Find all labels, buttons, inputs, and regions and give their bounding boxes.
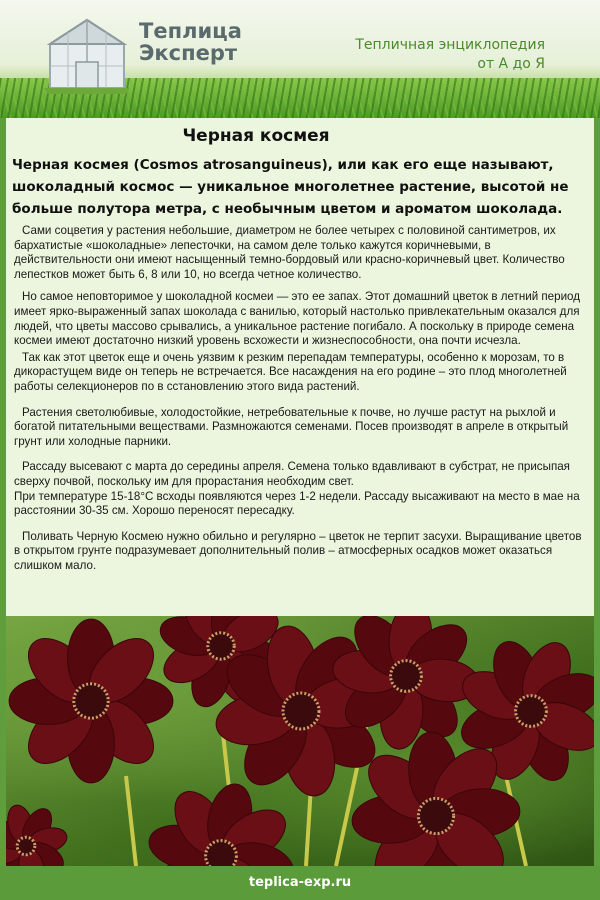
- article-panel: [6, 118, 594, 616]
- flower-stem: [126, 776, 136, 866]
- greenhouse-icon[interactable]: [42, 14, 132, 96]
- flower-center: [516, 696, 547, 727]
- flower-center: [208, 633, 234, 659]
- logo-line2: Эксперт: [139, 41, 238, 65]
- tagline-line2: от А до Я: [477, 56, 545, 72]
- paragraph-5: Рассаду высевают с марта до середины апреля. Семена только вдавливают в субстрат, не присыпая сверху почвой, поскольку им для прорастания необходим свет.: [14, 460, 570, 488]
- article-title: Черная космея: [182, 126, 330, 146]
- tagline: [355, 36, 545, 74]
- flower-center: [17, 837, 35, 855]
- article-lead: Черная космея (Cosmos atrosanguineus), или как его еще называют, шоколадный космос — уникальное многолетнее растение, высотой не больше полутора метра, с необычным цветом и ароматом шоколада.: [12, 157, 569, 217]
- flower: [6, 802, 70, 866]
- paragraph-2: Но самое неповторимое у шоколадной космеи — это ее запах. Этот домашний цветок в летний период имеет ярко-выраженный запах шоколада с ванилью, который настолько привлекательным оказался для людей, что цветы массово срывались, а уникальное растение погибало. А поскольку в природе семена космеи имеют достаточно низкий уровень всхожести и жизнеспособности, она почти исчезла.: [14, 290, 581, 348]
- footer: [0, 866, 600, 900]
- flower-center: [391, 661, 422, 692]
- header-banner: [0, 0, 600, 118]
- flower: [145, 780, 298, 866]
- article-body: [14, 224, 588, 573]
- paragraph-4: Растения светолюбивые, холодостойкие, нетребовательные к почве, но лучше растут на рыхлой и богатой питательными веществами. Размножаются семенами. Посев производят в апреле в открытый грунт или холодные парники.: [14, 405, 569, 448]
- footer-site-link[interactable]: teplica-exp.ru: [248, 875, 352, 890]
- paragraph-3: Так как этот цветок еще и очень уязвим к резким перепадам температуры, особенно к морозам, то в дикорастущем виде он теперь не встречается. Все насаждения на его родине – это плод многолетней работы селекционеров по в сстановлению этого вида растений.: [14, 350, 567, 393]
- paragraph-6: При температуре 15-18°С всходы появляются через 1-2 недели. Рассаду высаживают на место в мае на расстоянии 30-35 см. Хорошо переносят пересадку.: [14, 489, 580, 518]
- paragraph-1: Сами соцветия у растения небольшие, диаметром не более четырех с половиной сантиметров, их бархатистые «шоколадные» лепесточки, на самом деле только кажутся коричневыми, в действительности они имеют насыщенный темно-бордовый или красно-коричневый цвет. Количество лепестков может быть 6, 8 или 10, но всегда четное количество.: [14, 224, 565, 281]
- flowers-illustration: [6, 616, 594, 866]
- flower-center: [74, 684, 108, 718]
- logo-line1: Теплица: [139, 19, 242, 43]
- flower: [9, 619, 173, 783]
- tagline-line1: Тепличная энциклопедия: [355, 37, 545, 53]
- logo-text[interactable]: [139, 20, 242, 64]
- flower-center: [418, 798, 453, 833]
- chocolate-cosmos-photo: [6, 616, 594, 866]
- flower-center: [283, 693, 319, 729]
- paragraph-7: Поливать Черную Космею нужно обильно и регулярно – цветок не терпит засухи. Выращивание цветов в открытом грунте подразумевает дополнительный полив – атмосферных осадков может оказаться слишком мало.: [14, 529, 582, 572]
- flower-stem: [306, 786, 311, 866]
